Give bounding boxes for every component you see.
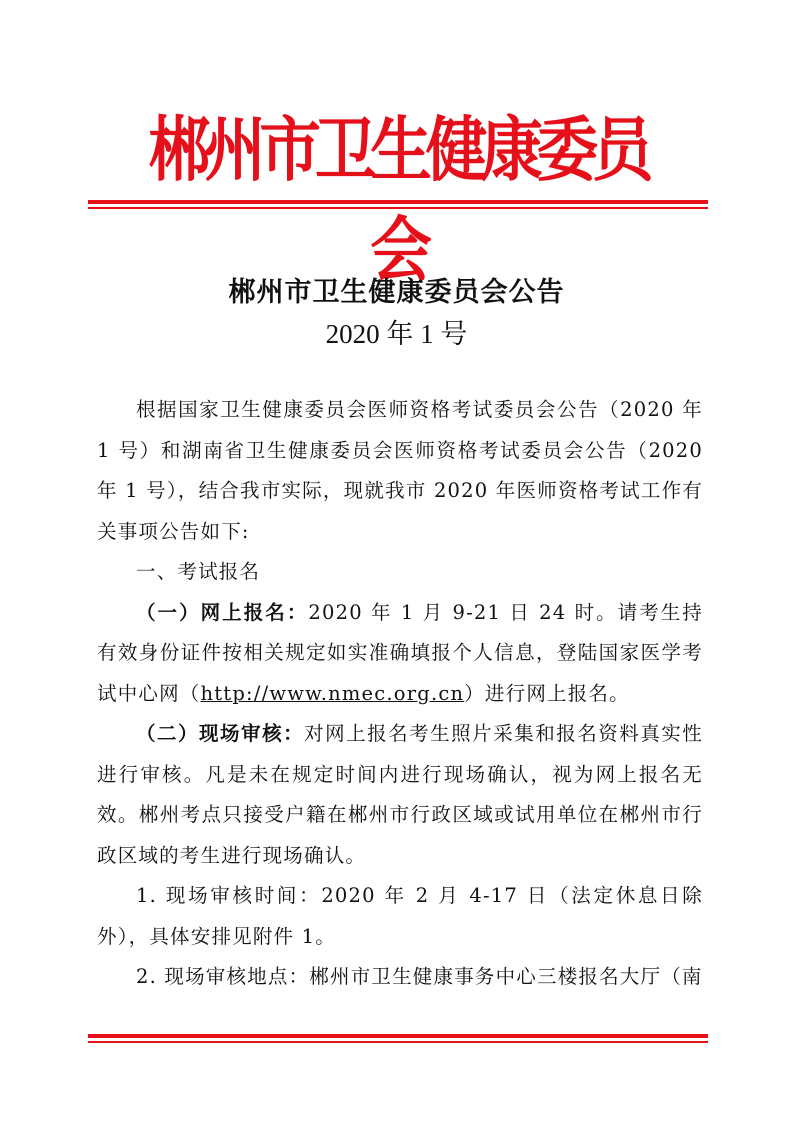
item2-label: （二）现场审核： [136, 722, 305, 745]
item1-text-b: ）进行网上报名。 [464, 681, 630, 705]
announcement-number: 2020 年 1 号 [325, 319, 468, 349]
point1-paragraph: 1. 现场审核时间：2020 年 2 月 4-17 日（法定休息日除外），具体安排见附件 1。 [97, 884, 703, 948]
document-body [97, 390, 703, 998]
nmec-link[interactable]: http://www.nmec.org.cn [200, 681, 465, 705]
announcement-title: 郴州市卫生健康委员会公告 [228, 277, 565, 308]
section1-heading: 一、考试报名 [136, 560, 261, 583]
masthead-title: 郴州市卫生健康委员会 [148, 109, 648, 291]
item1-paragraph [97, 593, 703, 715]
item2-text: 对网上报名考生照片采集和报名资料真实性进行审核。凡是未在规定时间内进行现场确认，视为网上报名无效。郴州考点只接受户籍在郴州市行政区域或试用单位在郴州市行政区域的考生进行现场确认。 [97, 722, 703, 867]
masthead-rule-thin [88, 207, 708, 209]
item2-paragraph [97, 714, 703, 876]
item1-text-a: 2020 年 1 月 9-21 日 24 时。请考生持有效身份证件按相关规定如实准确填报个人信息，登陆国家医学考试中心网（ [97, 600, 703, 705]
footer-rule-thick [88, 1034, 708, 1038]
point2-paragraph: 2. 现场审核地点：郴州市卫生健康事务中心三楼报名大厅（南 [136, 965, 703, 988]
footer-rule-thin [88, 1041, 708, 1043]
masthead-rule-thick [88, 200, 708, 204]
intro-paragraph: 根据国家卫生健康委员会医师资格考试委员会公告（2020 年 1 号）和湖南省卫生健康委员会医师资格考试委员会公告（2020 年 1 号），结合我市实际，现就我市 2020 年医师资格考试工作有关事项公告如下: [97, 398, 703, 543]
item1-label: （一）网上报名： [136, 600, 309, 624]
